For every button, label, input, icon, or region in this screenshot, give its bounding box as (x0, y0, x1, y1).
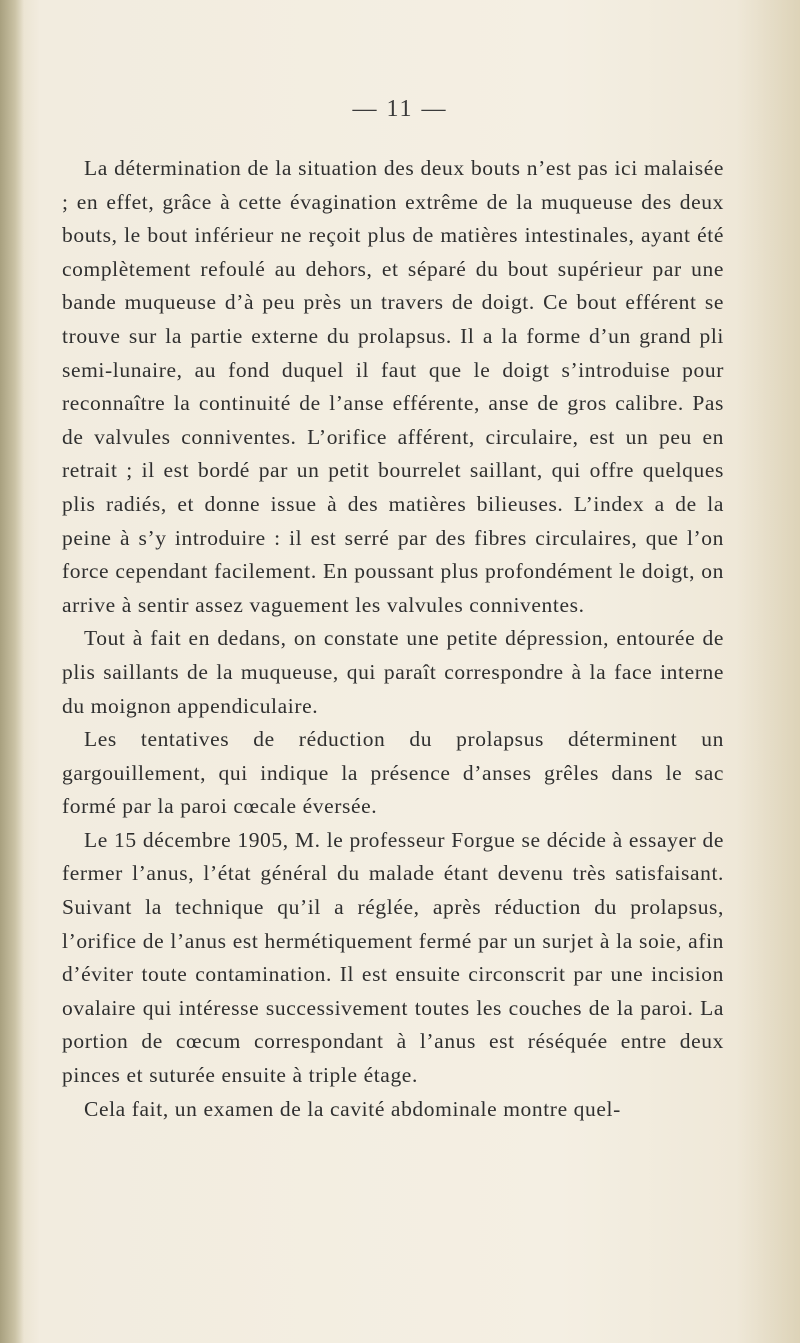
paragraph-determination: La détermination de la situation des deux bouts n’est pas ici malaisée ; en effet, grâce à cette évagination extrême de la muqueuse des deux bouts, le bout inférieur ne reçoit plus de matières intestinales, ayant été complètement refoulé au dehors, et séparé du bout supérieur par une bande muqueuse d’à peu près un travers de doigt. Ce bout efférent se trouve sur la partie externe du prolapsus. Il a la forme d’un grand pli semi-lunaire, au fond duquel il faut que le doigt s’introduise pour reconnaître la continuité de l’anse efférente, anse de gros calibre. Pas de valvules conniventes. L’orifice afférent, circulaire, est un peu en retrait ; il est bordé par un petit bourrelet saillant, qui offre quelques plis radiés, et donne issue à des matières bilieuses. L’index a de la peine à s’y introduire : il est serré par des fibres circulaires, que l’on force cependant facilement. En poussant plus profondément le doigt, on arrive à sentir assez vaguement les valvules conniventes. (62, 156, 724, 617)
paragraph-examination: Cela fait, un examen de la cavité abdominale montre quel- (84, 1096, 621, 1121)
page-number: — 11 — (352, 96, 448, 122)
paragraph-operation: Le 15 décembre 1905, M. le professeur Forgue se décide à essayer de fermer l’anus, l’état général du malade étant devenu très satisfaisant. Suivant la technique qu’il a réglée, après réduction du prolapsus, l’orifice de l’anus est hermétiquement fermé par un surjet à la soie, afin d’éviter toute contamination. Il est ensuite circonscrit par une incision ovalaire qui intéresse successivement toutes les couches de la paroi. La portion de cœcum correspondant à l’anus est réséquée entre deux pinces et suturée ensuite à triple étage. (62, 827, 724, 1088)
paragraph-depression: Tout à fait en dedans, on constate une petite dépression, entourée de plis saillants de la muqueuse, qui paraît correspondre à la face interne du moignon appendiculaire. (62, 626, 724, 718)
body-text (62, 152, 724, 1126)
binding-gutter-shadow (0, 0, 24, 1343)
paragraph-reduction: Les tentatives de réduction du prolapsus déterminent un gargouillement, qui indique la présence d’anses grêles dans le sac formé par la paroi cœcale éversée. (62, 727, 724, 819)
